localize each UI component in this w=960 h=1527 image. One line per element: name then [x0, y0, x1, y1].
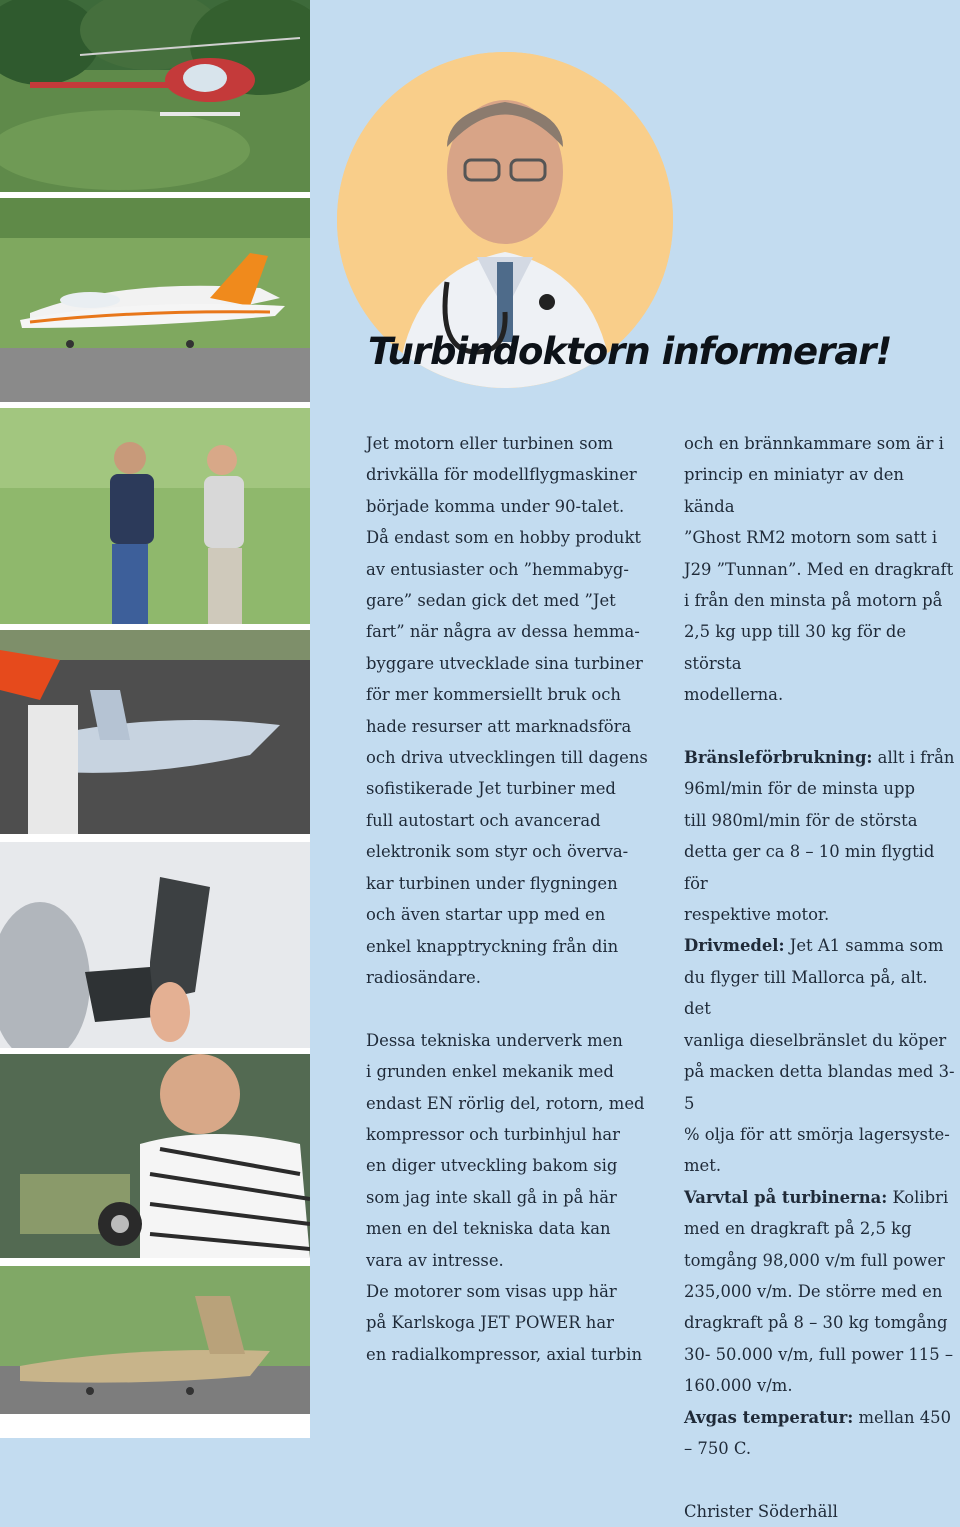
text-line: kompressor och turbinhjul har: [366, 1124, 620, 1144]
text-line: en diger utveckling bakom sig: [366, 1156, 618, 1176]
text-line: hade resurser att marknadsföra: [366, 716, 632, 736]
photo-jet-on-runway: [0, 198, 310, 402]
photo-f15-jet-models: [0, 630, 310, 834]
text-line: för mer kommersiellt bruk och: [366, 685, 621, 705]
text-line: princip en miniatyr av den kända: [684, 465, 904, 516]
text-line: vanliga dieselbränslet du köper: [684, 1030, 947, 1050]
text-line: radiosändare.: [366, 967, 481, 987]
photo-pilots-walking: [0, 408, 310, 624]
text-line: tomgång 98,000 v/m full power: [684, 1250, 945, 1270]
text-line: och en brännkammare som är i: [684, 434, 944, 453]
text-line: en radialkompressor, axial turbin: [366, 1344, 643, 1364]
text-line: på Karlskoga JET POWER har: [366, 1313, 614, 1333]
text-line: 30- 50.000 v/m, full power 115 –: [684, 1344, 954, 1364]
text-line: i från den minsta på motorn på: [684, 591, 943, 611]
text-line: enkel knapptryckning från din: [366, 936, 619, 956]
text-line: gare” sedan gick det med ”Jet: [366, 591, 616, 611]
text-line: De motorer som visas upp här: [366, 1281, 617, 1301]
text-line: Dessa tekniska underverk men: [366, 1030, 623, 1050]
text-line: drivkälla för modellflygmaskiner: [366, 465, 637, 485]
rpm-heading: [684, 1182, 958, 1213]
text-line: modellerna.: [684, 685, 784, 705]
exhaust-text: mellan 450: [853, 1407, 952, 1427]
fuel-consumption-term: Bränsleförbrukning:: [684, 748, 873, 768]
text-line: 160.000 v/m.: [684, 1376, 793, 1396]
text-line: Jet motorn eller turbinen som: [366, 434, 614, 453]
text-line: i grunden enkel mekanik med: [366, 1062, 614, 1082]
photo-man-holding-jet: [0, 1054, 310, 1258]
fuel-term: Drivmedel:: [684, 936, 785, 956]
text-line: till 980ml/min för de största: [684, 810, 918, 830]
text-line: började komma under 90-talet.: [366, 496, 625, 516]
article-column-left: [366, 428, 656, 1370]
text-line: % olja för att smörja lagersyste-: [684, 1124, 950, 1144]
text-line: 96ml/min för de minsta upp: [684, 779, 915, 799]
text-line: byggare utvecklade sina turbiner: [366, 653, 643, 673]
article-column-right: [684, 428, 958, 1527]
rpm-term: Varvtal på turbinerna:: [684, 1187, 888, 1207]
text-line: vara av intresse.: [366, 1250, 504, 1270]
author-signature: Christer Söderhäll: [684, 1501, 838, 1521]
text-line: – 750 C.: [684, 1438, 752, 1458]
text-line: met.: [684, 1156, 722, 1176]
text-line: respektive motor.: [684, 905, 830, 925]
fuel-text: Jet A1 samma som: [784, 936, 944, 956]
text-line: full autostart och avancerad: [366, 810, 601, 830]
paragraph-gap: [684, 711, 958, 742]
text-line: 2,5 kg upp till 30 kg för de största: [684, 622, 907, 673]
paragraph-gap: [684, 1464, 958, 1495]
page-title: Turbindoktorn informerar!: [368, 330, 892, 373]
exhaust-heading: [684, 1402, 958, 1433]
text-line: du flyger till Mallorca på, alt. det: [684, 967, 928, 1019]
text-line: 235,000 v/m. De större med en: [684, 1281, 943, 1301]
text-line: Då endast som en hobby produkt: [366, 528, 641, 548]
photo-strip: [0, 0, 310, 1438]
exhaust-term: Avgas temperatur:: [684, 1407, 854, 1427]
fuel-consumption-text: allt i från: [872, 748, 955, 768]
text-line: elektronik som styr och överva-: [366, 842, 629, 862]
text-line: och även startar upp med en: [366, 905, 606, 925]
text-line: på macken detta blandas med 3-5: [684, 1062, 955, 1113]
text-line: som jag inte skall gå in på här: [366, 1187, 617, 1207]
text-line: endast EN rörlig del, rotorn, med: [366, 1093, 645, 1113]
text-line: med en dragkraft på 2,5 kg: [684, 1219, 912, 1239]
text-line: av entusiaster och ”hemmabyg-: [366, 559, 629, 579]
photo-camo-jet: [0, 1266, 310, 1414]
text-line: men en del tekniska data kan: [366, 1219, 611, 1239]
photo-turbine-in-hand: [0, 842, 310, 1048]
text-line: J29 ”Tunnan”. Med en dragkraft: [684, 559, 954, 579]
photo-rc-helicopter: [0, 0, 310, 192]
rpm-text: Kolibri: [887, 1187, 949, 1207]
fuel-consumption-heading: [684, 742, 958, 773]
text-line: kar turbinen under flygningen: [366, 873, 618, 893]
text-line: detta ger ca 8 – 10 min flygtid för: [684, 842, 935, 893]
paragraph-gap: [366, 993, 656, 1024]
fuel-heading: [684, 930, 958, 961]
text-line: sofistikerade Jet turbiner med: [366, 779, 616, 799]
text-line: och driva utvecklingen till dagens: [366, 748, 648, 768]
text-line: fart” när några av dessa hemma-: [366, 622, 640, 642]
text-line: dragkraft på 8 – 30 kg tomgång: [684, 1313, 948, 1333]
text-line: ”Ghost RM2 motorn som satt i: [684, 528, 938, 548]
